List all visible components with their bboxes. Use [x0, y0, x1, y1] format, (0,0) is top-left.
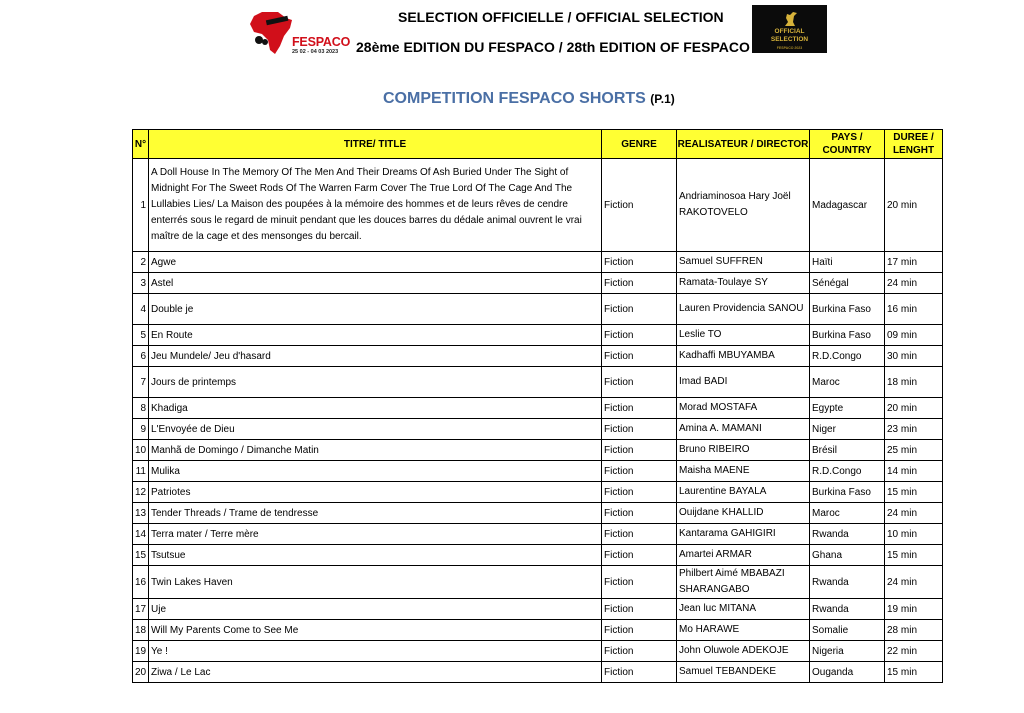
col-header-duration-label: DUREE / LENGHT [892, 132, 935, 156]
film-country: Ghana [810, 545, 885, 566]
col-header-title: TITRE/ TITLE [149, 130, 602, 159]
film-genre: Fiction [602, 159, 677, 252]
film-title: Tsutsue [149, 545, 602, 566]
film-country: Rwanda [810, 566, 885, 599]
film-director: Samuel SUFFREN [677, 252, 810, 273]
film-director: Philbert Aimé MBABAZI SHARANGABO [677, 566, 810, 599]
film-genre: Fiction [602, 273, 677, 294]
film-director: Mo HARAWE [677, 620, 810, 641]
table-row [133, 294, 943, 325]
film-duration: 23 min [885, 419, 943, 440]
table-row [133, 159, 943, 252]
film-country: Burkina Faso [810, 325, 885, 346]
film-title: Will My Parents Come to See Me [149, 620, 602, 641]
badge-line-selection: SELECTION [770, 36, 809, 43]
film-title: Khadiga [149, 398, 602, 419]
film-director: Andriaminosoa Hary Joël RAKOTOVELO [677, 159, 810, 252]
film-title: Manhã de Domingo / Dimanche Matin [149, 440, 602, 461]
official-selection-heading: SELECTION OFFICIELLE / OFFICIAL SELECTION [398, 9, 724, 25]
film-country: Nigeria [810, 641, 885, 662]
page-title [383, 90, 675, 108]
film-duration: 15 min [885, 482, 943, 503]
film-director: Ouijdane KHALLID [677, 503, 810, 524]
film-number: 15 [133, 545, 149, 566]
film-title: A Doll House In The Memory Of The Men And Their Dreams Of Ash Buried Under The Sight of Midnight For The Sweet Rods Of The Warren Farm Cover The True Lord Of The Cage And The Lullabies Lies/ La Maison des poupées à la mémoire des hommes et de leurs rêves de cendre enterrés sous le regard de minuit pendant que les douces barres du dédale animal ouvrent le vrai maître de la cage et des mensonges du bercail. [149, 159, 602, 252]
film-duration: 30 min [885, 346, 943, 367]
film-duration: 17 min [885, 252, 943, 273]
table-row [133, 662, 943, 683]
film-title: Twin Lakes Haven [149, 566, 602, 599]
film-title: Ziwa / Le Lac [149, 662, 602, 683]
section-title-text: COMPETITION FESPACO SHORTS [383, 90, 646, 107]
film-duration: 28 min [885, 620, 943, 641]
table-row [133, 252, 943, 273]
film-country: Madagascar [810, 159, 885, 252]
official-selection-badge [752, 5, 827, 53]
film-title: Tender Threads / Trame de tendresse [149, 503, 602, 524]
film-duration: 15 min [885, 662, 943, 683]
film-director: Imad BADI [677, 367, 810, 398]
badge-line-fespaco: FESPACO 2023 [776, 46, 803, 50]
film-duration: 14 min [885, 461, 943, 482]
film-title: Jeu Mundele/ Jeu d'hasard [149, 346, 602, 367]
film-director: Morad MOSTAFA [677, 398, 810, 419]
film-country: Somalie [810, 620, 885, 641]
film-duration: 24 min [885, 566, 943, 599]
table-row [133, 461, 943, 482]
col-header-number: N° [133, 130, 149, 159]
table-row [133, 566, 943, 599]
film-number: 16 [133, 566, 149, 599]
film-number: 2 [133, 252, 149, 273]
film-genre: Fiction [602, 398, 677, 419]
film-number: 17 [133, 599, 149, 620]
film-title: L'Envoyée de Dieu [149, 419, 602, 440]
film-genre: Fiction [602, 367, 677, 398]
table-row [133, 524, 943, 545]
film-director: Bruno RIBEIRO [677, 440, 810, 461]
festival-dates: 25 02 - 04 03 2023 [292, 49, 339, 55]
film-genre: Fiction [602, 599, 677, 620]
film-duration: 09 min [885, 325, 943, 346]
film-duration: 10 min [885, 524, 943, 545]
film-number: 7 [133, 367, 149, 398]
col-header-genre: GENRE [602, 130, 677, 159]
film-country: Ouganda [810, 662, 885, 683]
film-country: Sénégal [810, 273, 885, 294]
film-country: Burkina Faso [810, 294, 885, 325]
film-duration: 25 min [885, 440, 943, 461]
film-number: 19 [133, 641, 149, 662]
col-header-country-label: PAYS / COUNTRY [822, 132, 872, 156]
page-label: (P.1) [650, 92, 675, 106]
film-title: Agwe [149, 252, 602, 273]
film-country: Burkina Faso [810, 482, 885, 503]
film-director: Jean luc MITANA [677, 599, 810, 620]
table-header-row [133, 130, 943, 159]
table-row [133, 440, 943, 461]
film-country: Haïti [810, 252, 885, 273]
table-row [133, 599, 943, 620]
col-header-duration [885, 130, 943, 159]
film-number: 6 [133, 346, 149, 367]
film-country: Niger [810, 419, 885, 440]
film-number: 10 [133, 440, 149, 461]
film-genre: Fiction [602, 461, 677, 482]
film-genre: Fiction [602, 503, 677, 524]
edition-heading: 28ème EDITION DU FESPACO / 28th EDITION OF FESPACO [356, 39, 750, 55]
film-country: Egypte [810, 398, 885, 419]
table-row [133, 641, 943, 662]
film-director: Laurentine BAYALA [677, 482, 810, 503]
table-row [133, 545, 943, 566]
film-genre: Fiction [602, 662, 677, 683]
film-number: 13 [133, 503, 149, 524]
film-genre: Fiction [602, 325, 677, 346]
film-country: Rwanda [810, 599, 885, 620]
table-row [133, 482, 943, 503]
africa-map-icon [248, 10, 298, 56]
film-duration: 22 min [885, 641, 943, 662]
film-title: Jours de printemps [149, 367, 602, 398]
film-director: Lauren Providencia SANOU [677, 294, 810, 325]
table-row [133, 346, 943, 367]
film-title: Patriotes [149, 482, 602, 503]
film-genre: Fiction [602, 482, 677, 503]
col-header-director: REALISATEUR / DIRECTOR [677, 130, 810, 159]
film-genre: Fiction [602, 346, 677, 367]
film-director: Amina A. MAMANI [677, 419, 810, 440]
table-row [133, 398, 943, 419]
film-country: R.D.Congo [810, 346, 885, 367]
films-table [132, 129, 943, 683]
film-title: En Route [149, 325, 602, 346]
film-duration: 16 min [885, 294, 943, 325]
film-director: Leslie TO [677, 325, 810, 346]
film-country: Maroc [810, 367, 885, 398]
film-title: Ye ! [149, 641, 602, 662]
table-row [133, 367, 943, 398]
badge-line-official: OFFICIAL [774, 28, 805, 35]
film-duration: 15 min [885, 545, 943, 566]
film-duration: 24 min [885, 503, 943, 524]
film-director: Ramata-Toulaye SY [677, 273, 810, 294]
film-country: Rwanda [810, 524, 885, 545]
film-genre: Fiction [602, 524, 677, 545]
film-number: 12 [133, 482, 149, 503]
col-header-country [810, 130, 885, 159]
film-director: Maisha MAENE [677, 461, 810, 482]
table-row [133, 503, 943, 524]
film-number: 18 [133, 620, 149, 641]
table-row [133, 419, 943, 440]
film-country: Brésil [810, 440, 885, 461]
film-genre: Fiction [602, 566, 677, 599]
film-number: 9 [133, 419, 149, 440]
film-number: 8 [133, 398, 149, 419]
table-row [133, 620, 943, 641]
film-genre: Fiction [602, 641, 677, 662]
film-genre: Fiction [602, 440, 677, 461]
film-genre: Fiction [602, 419, 677, 440]
film-title: Double je [149, 294, 602, 325]
stallion-trophy-icon [781, 10, 799, 27]
table-row [133, 273, 943, 294]
film-duration: 24 min [885, 273, 943, 294]
fespaco-brand: FESPACO [292, 35, 351, 49]
film-director: Kantarama GAHIGIRI [677, 524, 810, 545]
film-title: Uje [149, 599, 602, 620]
film-duration: 19 min [885, 599, 943, 620]
film-number: 4 [133, 294, 149, 325]
film-country: R.D.Congo [810, 461, 885, 482]
film-number: 14 [133, 524, 149, 545]
film-number: 3 [133, 273, 149, 294]
film-director: John Oluwole ADEKOJE [677, 641, 810, 662]
film-title: Mulika [149, 461, 602, 482]
table-row [133, 325, 943, 346]
fespaco-logo [248, 10, 351, 56]
film-number: 1 [133, 159, 149, 252]
film-director: Amartei ARMAR [677, 545, 810, 566]
film-number: 20 [133, 662, 149, 683]
film-duration: 20 min [885, 398, 943, 419]
film-genre: Fiction [602, 294, 677, 325]
film-duration: 18 min [885, 367, 943, 398]
film-duration: 20 min [885, 159, 943, 252]
film-genre: Fiction [602, 545, 677, 566]
film-title: Astel [149, 273, 602, 294]
film-genre: Fiction [602, 620, 677, 641]
film-genre: Fiction [602, 252, 677, 273]
film-number: 11 [133, 461, 149, 482]
film-country: Maroc [810, 503, 885, 524]
film-director: Samuel TEBANDEKE [677, 662, 810, 683]
film-number: 5 [133, 325, 149, 346]
film-title: Terra mater / Terre mère [149, 524, 602, 545]
film-director: Kadhaffi MBUYAMBA [677, 346, 810, 367]
